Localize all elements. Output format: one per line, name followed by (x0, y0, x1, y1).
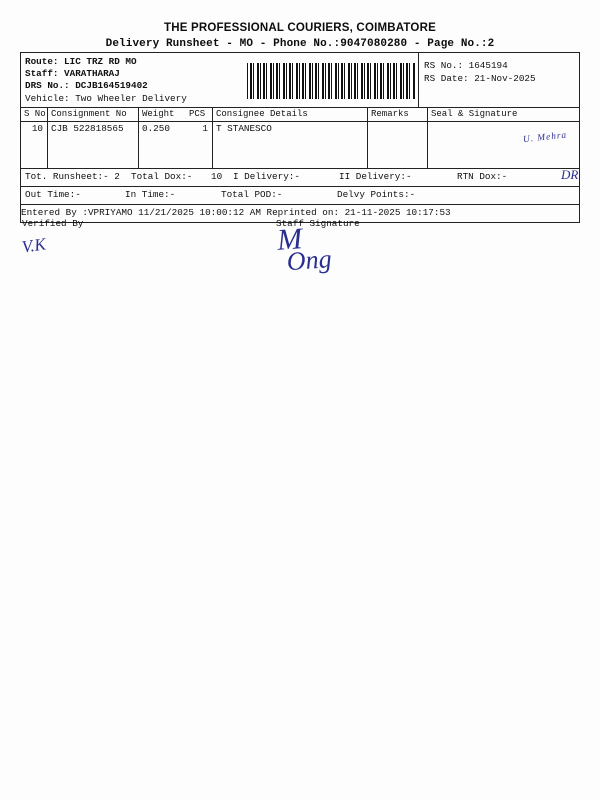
page-title: Delivery Runsheet - MO - Phone No.:9047080280 - Page No.:2 (105, 38, 495, 50)
total-runsheet: Tot. Runsheet:- 2 (25, 170, 120, 182)
staff-signature-stroke-1: M (276, 222, 304, 257)
vehicle-line: Vehicle: Two Wheeler Delivery (25, 92, 187, 104)
in-time-label: In Time:- (125, 188, 176, 200)
seal-signature-mark: U. Mehra (522, 130, 568, 145)
cell-pcs: 1 (202, 122, 208, 134)
column-header-sno: S No (24, 108, 46, 119)
entered-by-text: Entered By :VPRIYAMO 11/21/2025 10:00:12 AM (21, 206, 261, 218)
total-pod-label: Total POD:- (221, 188, 283, 200)
cell-consignee: T STANESCO (212, 122, 367, 168)
out-time-label: Out Time:- (25, 188, 81, 200)
times-row (21, 186, 579, 204)
staff-signature-stroke-2: Ong (285, 244, 333, 277)
staff-line: Staff: VARATHARAJ (25, 68, 120, 80)
ii-delivery-label: II Delivery:- (339, 170, 412, 182)
meta-header (21, 53, 579, 107)
reprinted-on-text: Reprinted on: 21-11-2025 10:17:53 (266, 206, 451, 218)
column-header-remarks: Remarks (367, 108, 427, 121)
company-title: THE PROFESSIONAL COURIERS, COIMBATORE (164, 22, 436, 34)
table-header-row (21, 107, 579, 121)
drs-no-line: DRS No.: DCJB164519402 (25, 80, 148, 92)
delvy-points-label: Delvy Points:- (337, 188, 416, 200)
cell-sno: 10 (31, 122, 43, 134)
rs-no-line: RS No.: 1645194 (424, 60, 508, 71)
column-header-consignment: Consignment No (47, 108, 138, 121)
total-dox-label: Total Dox:- (131, 170, 193, 182)
column-header-pcs: PCS (189, 108, 206, 119)
column-header-seal: Seal & Signature (427, 108, 579, 121)
runsheet-table (20, 52, 580, 223)
verified-by-label: Verified By (22, 218, 84, 229)
cell-remarks (367, 122, 427, 168)
staff-signature-label: Staff Signature (276, 218, 360, 229)
column-header-weight: Weight (138, 108, 186, 121)
total-dox-value: 10 (211, 170, 223, 182)
table-row (21, 121, 579, 168)
cell-weight: 0.250 (138, 122, 186, 168)
rtn-dox-label: RTN Dox:- (457, 170, 508, 182)
dr-handwritten-mark: DR (561, 166, 579, 182)
verified-by-signature: V.K (20, 234, 47, 257)
column-header-consignee: Consignee Details (212, 108, 367, 121)
cell-consignment: CJB 522818565 (47, 122, 138, 168)
meta-left-block (21, 53, 243, 107)
staff-signature (276, 222, 333, 277)
totals-row (21, 168, 579, 186)
route-line: Route: LIC TRZ RD MO (25, 56, 137, 67)
i-delivery-label: I Delivery:- (233, 170, 300, 182)
runsheet-barcode (247, 63, 415, 99)
barcode-container (243, 53, 418, 107)
rs-date-line: RS Date: 21-Nov-2025 (424, 73, 536, 84)
meta-right-block (418, 53, 579, 107)
